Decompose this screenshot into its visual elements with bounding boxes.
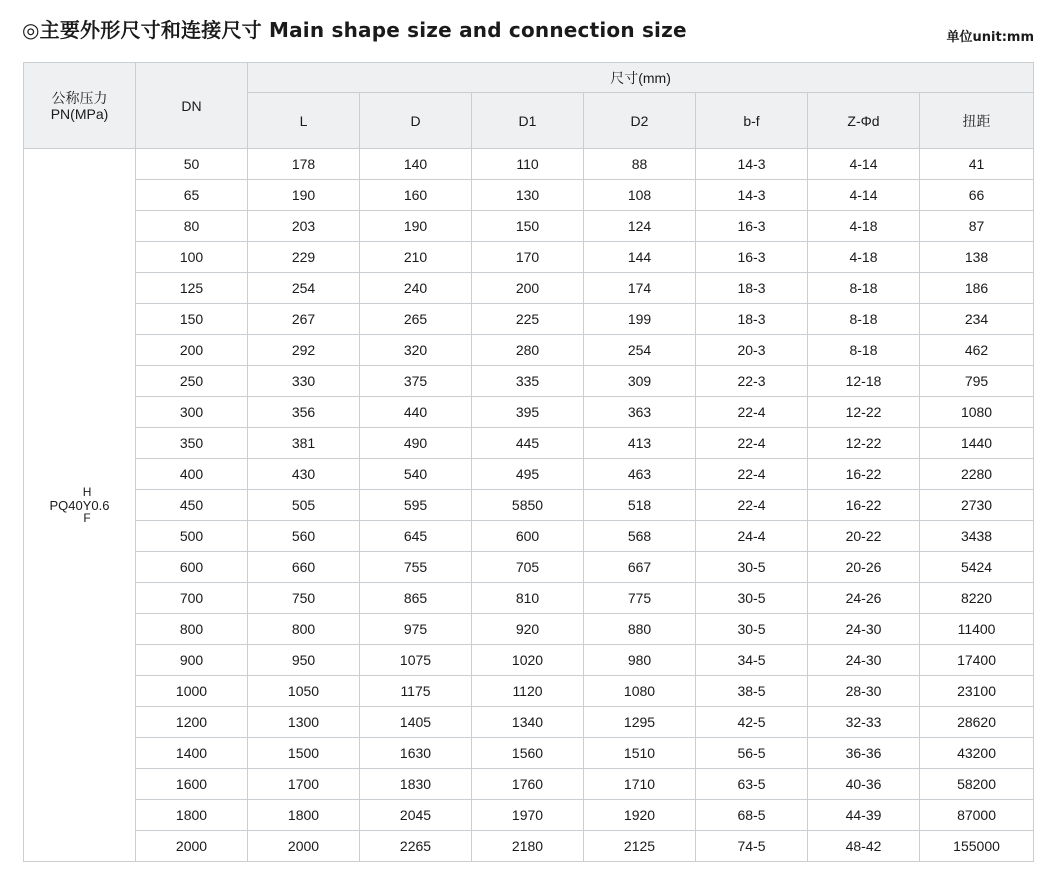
cell-zd: 12-22	[808, 397, 920, 428]
header-nominal-pressure	[24, 63, 136, 149]
cell-dn: 250	[136, 366, 248, 397]
cell-d: 440	[360, 397, 472, 428]
model-designation	[49, 485, 110, 525]
cell-dn: 200	[136, 335, 248, 366]
cell-l: 254	[248, 273, 360, 304]
cell-d1: 600	[472, 521, 584, 552]
cell-dn: 65	[136, 180, 248, 211]
cell-l: 2000	[248, 831, 360, 862]
cell-bf: 42-5	[696, 707, 808, 738]
cell-dn: 600	[136, 552, 248, 583]
header-col-l: L	[248, 93, 360, 149]
table-row	[24, 366, 1034, 397]
cell-bf: 34-5	[696, 645, 808, 676]
cell-bf: 14-3	[696, 149, 808, 180]
cell-l: 1800	[248, 800, 360, 831]
cell-d2: 1920	[584, 800, 696, 831]
cell-dn: 500	[136, 521, 248, 552]
cell-d2: 199	[584, 304, 696, 335]
header-col-torque: 扭距	[920, 93, 1034, 149]
cell-zd: 36-36	[808, 738, 920, 769]
table-row	[24, 614, 1034, 645]
cell-l: 229	[248, 242, 360, 273]
cell-bf: 63-5	[696, 769, 808, 800]
cell-dn: 700	[136, 583, 248, 614]
table-row	[24, 242, 1034, 273]
table-row	[24, 800, 1034, 831]
cell-torque: 2730	[920, 490, 1034, 521]
cell-torque: 138	[920, 242, 1034, 273]
cell-d: 210	[360, 242, 472, 273]
cell-l: 430	[248, 459, 360, 490]
cell-d1: 1760	[472, 769, 584, 800]
cell-d2: 1710	[584, 769, 696, 800]
cell-d1: 2180	[472, 831, 584, 862]
cell-torque: 87000	[920, 800, 1034, 831]
cell-torque: 23100	[920, 676, 1034, 707]
cell-dn: 1000	[136, 676, 248, 707]
table-row	[24, 738, 1034, 769]
cell-dn: 800	[136, 614, 248, 645]
cell-l: 660	[248, 552, 360, 583]
cell-l: 1700	[248, 769, 360, 800]
cell-l: 356	[248, 397, 360, 428]
cell-dn: 150	[136, 304, 248, 335]
cell-torque: 11400	[920, 614, 1034, 645]
table-row	[24, 180, 1034, 211]
cell-zd: 4-14	[808, 180, 920, 211]
cell-torque: 462	[920, 335, 1034, 366]
dimension-table	[23, 62, 1034, 862]
cell-d: 320	[360, 335, 472, 366]
cell-bf: 22-4	[696, 459, 808, 490]
cell-bf: 22-4	[696, 397, 808, 428]
cell-d1: 1560	[472, 738, 584, 769]
cell-d2: 980	[584, 645, 696, 676]
cell-bf: 22-4	[696, 490, 808, 521]
cell-d1: 1120	[472, 676, 584, 707]
header-col-d1: D1	[472, 93, 584, 149]
header-pressure-line2: PN(MPa)	[50, 105, 109, 122]
cell-torque: 87	[920, 211, 1034, 242]
cell-d1: 810	[472, 583, 584, 614]
table-row	[24, 521, 1034, 552]
header-col-d: D	[360, 93, 472, 149]
cell-zd: 20-22	[808, 521, 920, 552]
cell-d: 240	[360, 273, 472, 304]
page-title: ◎主要外形尺寸和连接尺寸 Main shape size and connection size	[22, 18, 687, 42]
cell-d1: 225	[472, 304, 584, 335]
cell-dn: 125	[136, 273, 248, 304]
cell-bf: 38-5	[696, 676, 808, 707]
header-pressure-line1: 公称压力	[51, 89, 108, 106]
table-row	[24, 211, 1034, 242]
cell-bf: 30-5	[696, 583, 808, 614]
cell-dn: 400	[136, 459, 248, 490]
cell-dn: 1800	[136, 800, 248, 831]
cell-torque: 8220	[920, 583, 1034, 614]
cell-bf: 18-3	[696, 273, 808, 304]
cell-torque: 2280	[920, 459, 1034, 490]
cell-d2: 2125	[584, 831, 696, 862]
cell-dn: 1200	[136, 707, 248, 738]
cell-d2: 667	[584, 552, 696, 583]
cell-d2: 518	[584, 490, 696, 521]
table-row	[24, 149, 1034, 180]
table-row	[24, 335, 1034, 366]
cell-zd: 8-18	[808, 335, 920, 366]
model-lower-letter: F	[83, 511, 91, 525]
cell-d2: 254	[584, 335, 696, 366]
cell-zd: 4-18	[808, 242, 920, 273]
table-row	[24, 676, 1034, 707]
cell-bf: 18-3	[696, 304, 808, 335]
cell-d1: 280	[472, 335, 584, 366]
cell-d: 755	[360, 552, 472, 583]
cell-d2: 1295	[584, 707, 696, 738]
cell-zd: 44-39	[808, 800, 920, 831]
cell-d2: 413	[584, 428, 696, 459]
cell-bf: 24-4	[696, 521, 808, 552]
table-row	[24, 304, 1034, 335]
cell-zd: 24-30	[808, 645, 920, 676]
cell-l: 292	[248, 335, 360, 366]
cell-d2: 309	[584, 366, 696, 397]
cell-d1: 920	[472, 614, 584, 645]
cell-d2: 108	[584, 180, 696, 211]
table-row	[24, 831, 1034, 862]
cell-zd: 24-26	[808, 583, 920, 614]
cell-d2: 1510	[584, 738, 696, 769]
table-row	[24, 459, 1034, 490]
cell-d2: 363	[584, 397, 696, 428]
cell-zd: 28-30	[808, 676, 920, 707]
cell-d: 1405	[360, 707, 472, 738]
cell-zd: 8-18	[808, 273, 920, 304]
cell-bf: 14-3	[696, 180, 808, 211]
cell-torque: 186	[920, 273, 1034, 304]
cell-l: 750	[248, 583, 360, 614]
cell-dn: 1600	[136, 769, 248, 800]
cell-d1: 200	[472, 273, 584, 304]
cell-d: 975	[360, 614, 472, 645]
cell-torque: 5424	[920, 552, 1034, 583]
table-row	[24, 552, 1034, 583]
cell-zd: 32-33	[808, 707, 920, 738]
cell-l: 800	[248, 614, 360, 645]
cell-d1: 335	[472, 366, 584, 397]
model-suffix: 0.6	[91, 498, 110, 513]
header-col-bf: b-f	[696, 93, 808, 149]
cell-zd: 24-30	[808, 614, 920, 645]
cell-l: 381	[248, 428, 360, 459]
cell-l: 178	[248, 149, 360, 180]
cell-bf: 74-5	[696, 831, 808, 862]
cell-l: 1500	[248, 738, 360, 769]
cell-bf: 22-4	[696, 428, 808, 459]
cell-torque: 3438	[920, 521, 1034, 552]
cell-d2: 88	[584, 149, 696, 180]
cell-d2: 463	[584, 459, 696, 490]
cell-dn: 2000	[136, 831, 248, 862]
cell-d: 190	[360, 211, 472, 242]
header-size-group: 尺寸(mm)	[248, 63, 1034, 93]
cell-torque: 1440	[920, 428, 1034, 459]
cell-torque: 43200	[920, 738, 1034, 769]
header-col-d2: D2	[584, 93, 696, 149]
cell-bf: 20-3	[696, 335, 808, 366]
cell-d1: 5850	[472, 490, 584, 521]
table-row	[24, 273, 1034, 304]
cell-zd: 16-22	[808, 459, 920, 490]
cell-d2: 124	[584, 211, 696, 242]
cell-zd: 4-18	[808, 211, 920, 242]
cell-d1: 705	[472, 552, 584, 583]
cell-d1: 150	[472, 211, 584, 242]
cell-torque: 234	[920, 304, 1034, 335]
cell-bf: 56-5	[696, 738, 808, 769]
cell-bf: 16-3	[696, 242, 808, 273]
cell-bf: 30-5	[696, 552, 808, 583]
cell-bf: 16-3	[696, 211, 808, 242]
cell-d1: 445	[472, 428, 584, 459]
cell-dn: 300	[136, 397, 248, 428]
cell-d: 595	[360, 490, 472, 521]
unit-label: 单位unit:mm	[946, 30, 1034, 45]
table-row	[24, 428, 1034, 459]
model-middle-letter: Y	[82, 498, 92, 513]
cell-zd: 20-26	[808, 552, 920, 583]
cell-torque: 17400	[920, 645, 1034, 676]
cell-d1: 1970	[472, 800, 584, 831]
cell-l: 190	[248, 180, 360, 211]
table-body	[24, 149, 1034, 862]
cell-torque: 795	[920, 366, 1034, 397]
table-row	[24, 707, 1034, 738]
cell-dn: 350	[136, 428, 248, 459]
cell-zd: 48-42	[808, 831, 920, 862]
header-dn: DN	[136, 63, 248, 149]
cell-d: 2265	[360, 831, 472, 862]
cell-torque: 155000	[920, 831, 1034, 862]
cell-dn: 900	[136, 645, 248, 676]
cell-l: 1300	[248, 707, 360, 738]
cell-d1: 495	[472, 459, 584, 490]
table-row	[24, 769, 1034, 800]
cell-d1: 170	[472, 242, 584, 273]
cell-d2: 144	[584, 242, 696, 273]
cell-dn: 1400	[136, 738, 248, 769]
cell-torque: 41	[920, 149, 1034, 180]
cell-dn: 450	[136, 490, 248, 521]
header-col-zd: Z-Φd	[808, 93, 920, 149]
cell-l: 267	[248, 304, 360, 335]
cell-dn: 50	[136, 149, 248, 180]
cell-zd: 8-18	[808, 304, 920, 335]
cell-zd: 12-18	[808, 366, 920, 397]
cell-d: 2045	[360, 800, 472, 831]
cell-d2: 775	[584, 583, 696, 614]
cell-torque: 28620	[920, 707, 1034, 738]
cell-d: 490	[360, 428, 472, 459]
cell-d: 865	[360, 583, 472, 614]
cell-d: 540	[360, 459, 472, 490]
table-row	[24, 583, 1034, 614]
cell-zd: 12-22	[808, 428, 920, 459]
model-upper-letter: H	[82, 485, 92, 499]
cell-d1: 1340	[472, 707, 584, 738]
cell-d2: 568	[584, 521, 696, 552]
cell-d: 1175	[360, 676, 472, 707]
cell-d2: 1080	[584, 676, 696, 707]
cell-d: 645	[360, 521, 472, 552]
cell-d1: 130	[472, 180, 584, 211]
cell-d1: 110	[472, 149, 584, 180]
cell-l: 950	[248, 645, 360, 676]
table-row	[24, 645, 1034, 676]
model-prefix: PQ40	[49, 498, 83, 513]
cell-torque: 58200	[920, 769, 1034, 800]
cell-d: 1075	[360, 645, 472, 676]
cell-l: 560	[248, 521, 360, 552]
cell-d: 1630	[360, 738, 472, 769]
cell-bf: 68-5	[696, 800, 808, 831]
cell-dn: 100	[136, 242, 248, 273]
cell-d: 265	[360, 304, 472, 335]
cell-bf: 22-3	[696, 366, 808, 397]
cell-l: 330	[248, 366, 360, 397]
cell-torque: 66	[920, 180, 1034, 211]
cell-torque: 1080	[920, 397, 1034, 428]
cell-d: 160	[360, 180, 472, 211]
table-row	[24, 397, 1034, 428]
cell-d: 140	[360, 149, 472, 180]
cell-d: 375	[360, 366, 472, 397]
cell-d2: 174	[584, 273, 696, 304]
cell-d1: 395	[472, 397, 584, 428]
model-cell	[24, 149, 136, 862]
cell-zd: 40-36	[808, 769, 920, 800]
cell-l: 1050	[248, 676, 360, 707]
cell-d1: 1020	[472, 645, 584, 676]
cell-bf: 30-5	[696, 614, 808, 645]
cell-d2: 880	[584, 614, 696, 645]
cell-zd: 4-14	[808, 149, 920, 180]
cell-d: 1830	[360, 769, 472, 800]
cell-dn: 80	[136, 211, 248, 242]
table-row	[24, 490, 1034, 521]
cell-zd: 16-22	[808, 490, 920, 521]
cell-l: 505	[248, 490, 360, 521]
cell-l: 203	[248, 211, 360, 242]
